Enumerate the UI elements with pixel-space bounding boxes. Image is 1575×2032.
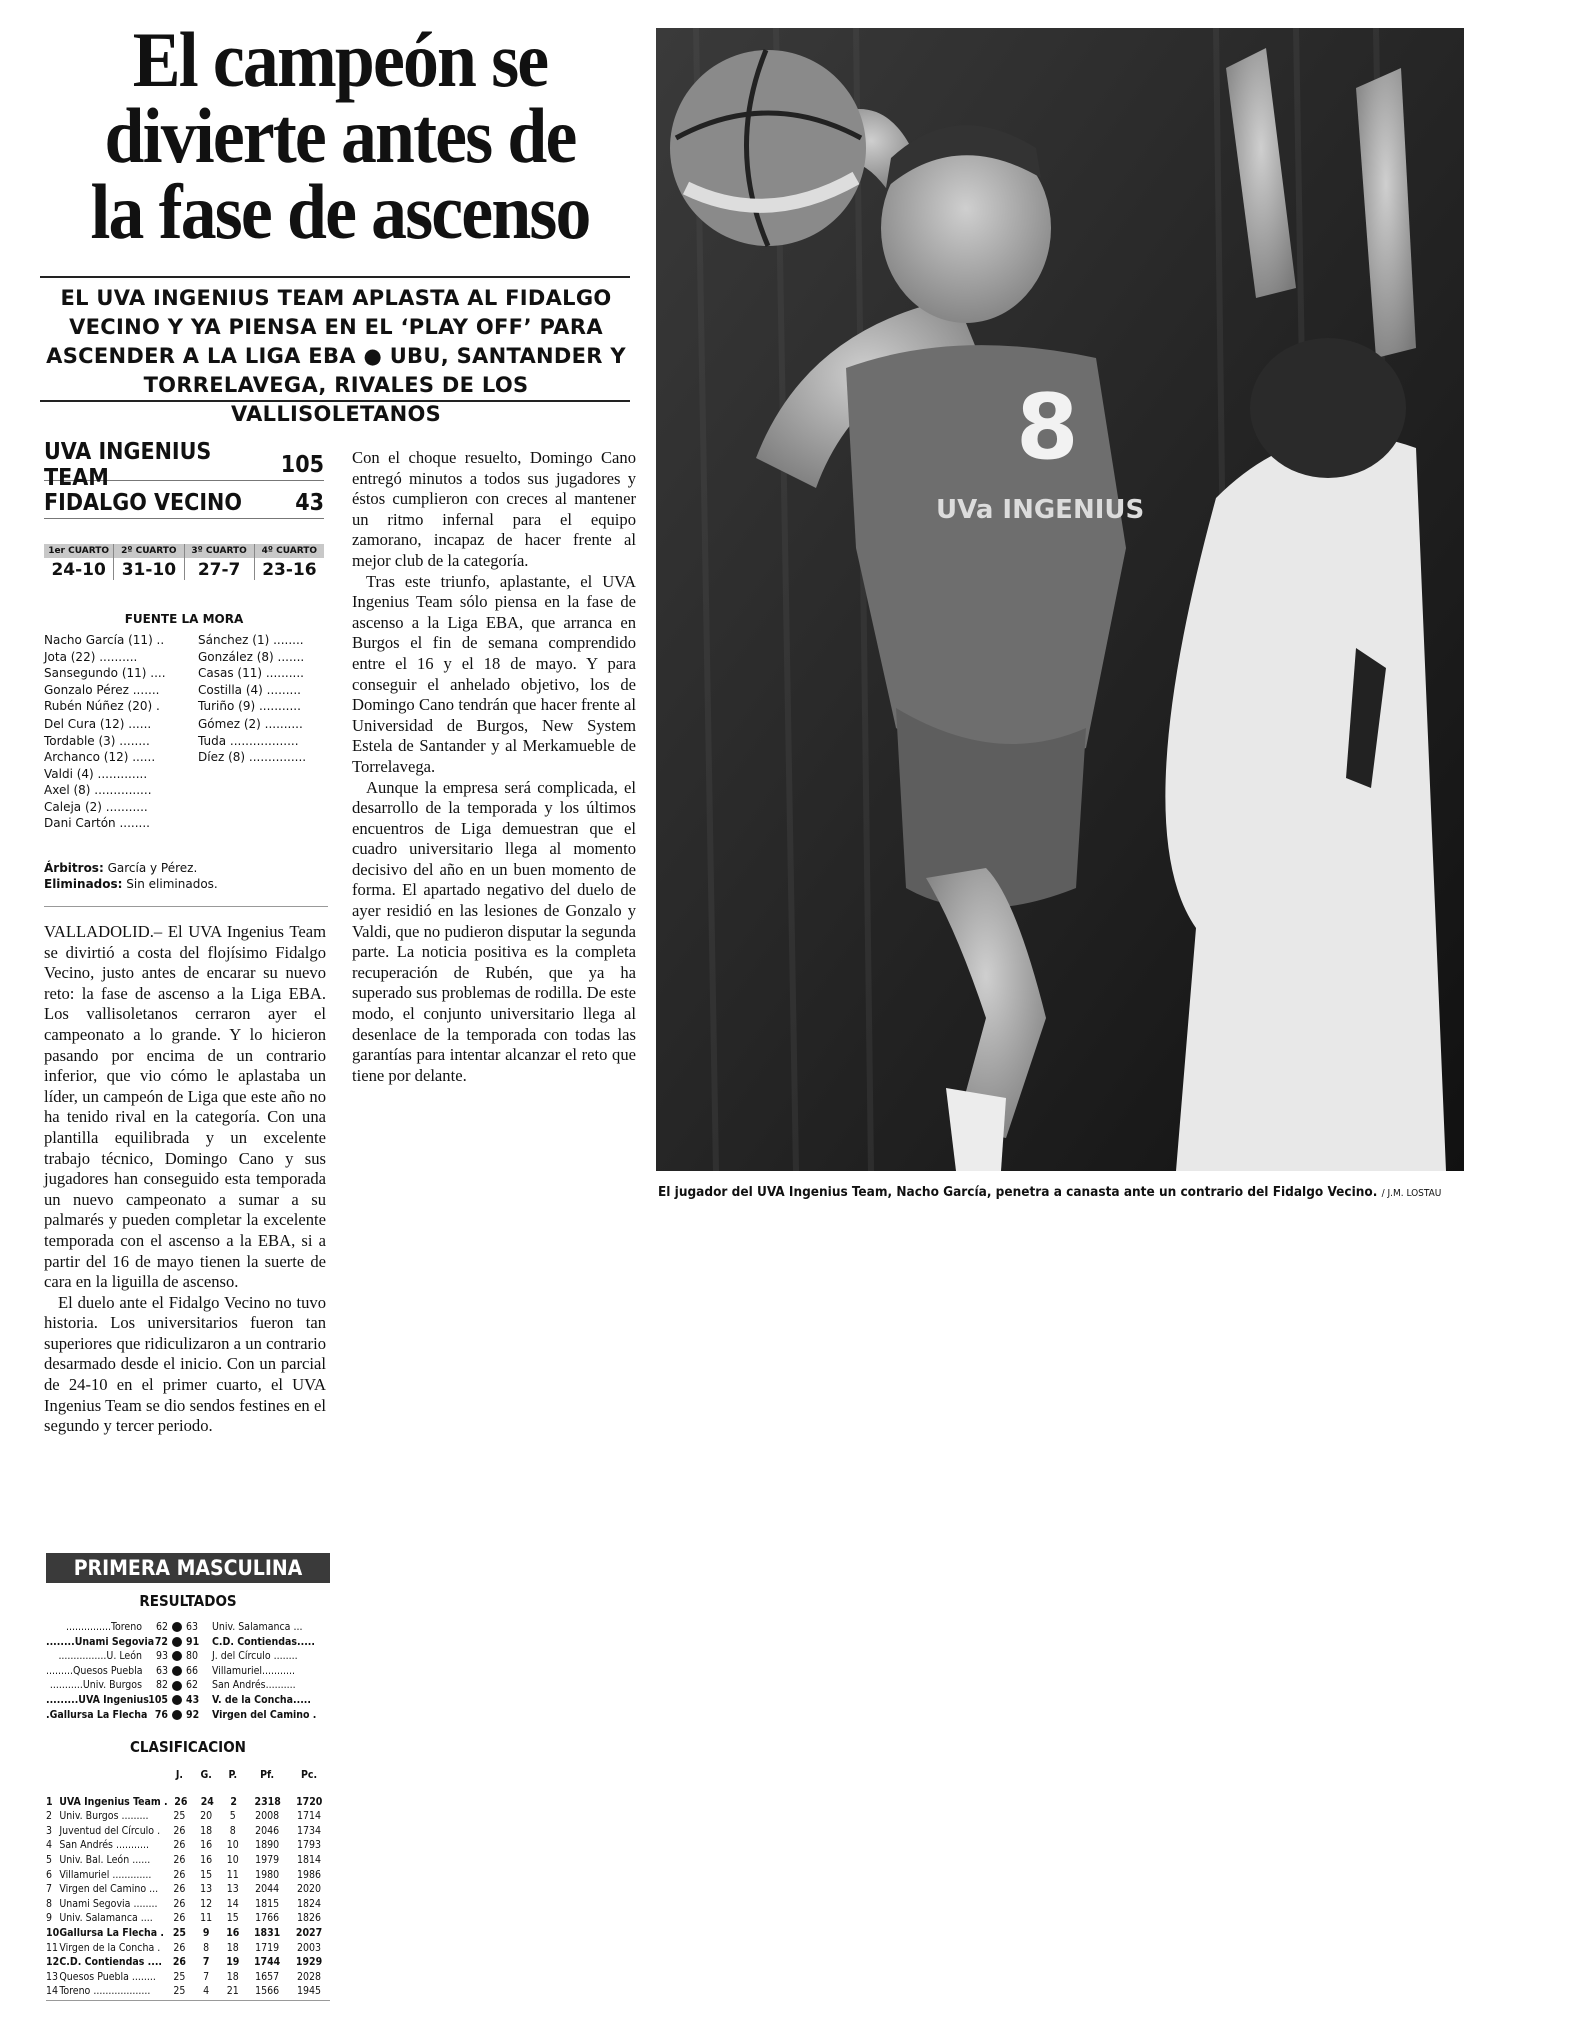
team: Quesos Puebla ........ [59, 1970, 156, 1983]
lost: 13 [226, 1883, 239, 1896]
position: 13 [46, 1970, 59, 1983]
played: 26 [173, 1912, 186, 1925]
quarter-score: 31-10 [121, 560, 177, 580]
points-for: 1657 [255, 1970, 280, 1983]
played: 25 [173, 1970, 186, 1983]
position: 5 [46, 1853, 53, 1866]
bullet-icon [172, 1710, 182, 1720]
home-starters [44, 632, 178, 715]
points-against: 1720 [296, 1795, 323, 1808]
position: 4 [46, 1839, 53, 1852]
quarter-label: 3º CUARTO [185, 544, 254, 558]
divider [40, 276, 630, 278]
lost: 11 [226, 1868, 239, 1881]
away-team: Villamuriel........... [212, 1664, 296, 1677]
points-against: 1734 [297, 1824, 322, 1837]
jersey-number: 8 [1016, 375, 1079, 480]
quarter-label: 1er CUARTO [44, 544, 113, 558]
article-column-2 [352, 448, 636, 1086]
points-for: 1566 [255, 1985, 280, 1998]
quarter-scores [44, 544, 324, 580]
home-team: .Gallursa La Flecha [46, 1708, 148, 1721]
lost: 10 [226, 1839, 239, 1852]
standings-row [46, 1926, 330, 1941]
position: 10 [46, 1926, 60, 1939]
away-team: FIDALGO VECINO [44, 490, 242, 516]
venue: FUENTE LA MORA [124, 612, 244, 626]
standings-row [46, 1795, 330, 1810]
bullet-icon [172, 1651, 182, 1661]
quarter-4 [255, 544, 324, 580]
player: Gómez (2) .......... [198, 717, 303, 731]
team: Univ. Salamanca .... [59, 1912, 153, 1925]
home-team: ...........Univ. Burgos [49, 1679, 142, 1692]
officials [44, 860, 324, 892]
position: 12 [46, 1956, 60, 1969]
won: 12 [200, 1897, 213, 1910]
headline-line-2: divierte antes de [104, 92, 576, 179]
points-against: 1929 [295, 1956, 323, 1969]
article-column-1 [44, 922, 326, 1437]
team: UVA Ingenius Team . [59, 1795, 168, 1808]
home-score: 105 [280, 452, 324, 478]
quarter-3 [185, 544, 255, 580]
won: 9 [202, 1926, 210, 1939]
away-bench [198, 716, 328, 766]
standings-row [46, 1984, 330, 1999]
played: 26 [173, 1824, 186, 1837]
won: 16 [200, 1839, 213, 1852]
won: 7 [202, 1956, 210, 1969]
player: Tuda .................. [198, 733, 299, 748]
standings-row [46, 1824, 330, 1839]
article-paragraph: Tras este triunfo, aplastante, el UVA Ingenius Team sólo piensa en la fase de ascenso a la Liga EBA, que arranca en Burgos el fin de semana comprendido entre el 16 y el 18 de mayo. Y para conseguir el anhelado objetivo, los de Domingo Cano tendrán que hacer frente al Universidad de Burgos, New System Estela de Santander y al Merkamueble de Torrelavega. [352, 571, 636, 776]
standings-row [46, 1955, 330, 1970]
home-bench [44, 716, 178, 832]
played: 26 [173, 1868, 186, 1881]
player: Nacho García (11) .. [44, 633, 165, 647]
away-score: 80 [186, 1650, 199, 1663]
standings-row [46, 1853, 330, 1868]
points-against: 2003 [297, 1941, 322, 1954]
won: 8 [203, 1941, 210, 1954]
basketball-icon [670, 50, 866, 246]
player: Díez (8) ............... [198, 750, 307, 764]
points-for: 1980 [255, 1868, 280, 1881]
home-score: 82 [155, 1679, 168, 1692]
home-score: 62 [155, 1621, 168, 1633]
subheadline-part-2: UBU, SANTANDER Y TORRELAVEGA, RIVALES DE LOS VALLISOLETANOS [143, 344, 626, 426]
article-paragraph: Aunque la empresa será complicada, el desarrollo de la temporada y los últimos encuentros de Liga demuestran que el cuadro universitario llega al momento decisivo del año en un buen momento de forma. El apartado negativo del duelo de ayer residió en las lesiones de Gonzalo y Valdi, que no pudieron disputar la segunda parte. La noticia positiva es la completa recuperación de Rubén, que ya ha superado sus problemas de rodilla. De este modo, el conjunto universitario llega al desenlace de la temporada con todas las garantías para intentar alcanzar el reto que tiene por delante. [352, 777, 636, 1085]
points-against: 1824 [297, 1897, 322, 1910]
headline [64, 16, 616, 255]
points-against: 1945 [297, 1985, 322, 1998]
lost: 5 [229, 1810, 236, 1823]
won: 4 [203, 1985, 210, 1998]
quarter-2 [114, 544, 184, 580]
standings-row [46, 1838, 330, 1853]
quarter-score: 27-7 [197, 560, 241, 580]
bullet-icon [172, 1695, 182, 1705]
away-score: 43 [295, 490, 324, 516]
player: Axel (8) ............... [44, 783, 152, 797]
points-against: 1826 [297, 1912, 322, 1925]
article-paragraph: Con el choque resuelto, Domingo Cano entregó minutos a todos sus jugadores y éstos cumplieron con creces al mantener un ritmo infernal para el equipo zamorano, incapaz de hacer frente al mejor club de la categoría. [352, 448, 636, 570]
standings-row [46, 1882, 330, 1897]
away-team: V. de la Concha..... [212, 1693, 311, 1706]
played: 25 [173, 1985, 186, 1998]
played: 26 [173, 1839, 186, 1852]
quarter-score: 24-10 [51, 560, 106, 580]
quarter-1 [44, 544, 114, 580]
position: 7 [46, 1883, 53, 1896]
played: 26 [174, 1795, 188, 1808]
bullet-icon [172, 1666, 182, 1676]
position: 14 [46, 1985, 59, 1998]
played: 26 [173, 1853, 186, 1866]
headline-line-1: El campeón se [132, 16, 548, 103]
lost: 14 [226, 1897, 239, 1910]
jersey-text: UVa INGENIUS [936, 495, 1145, 525]
result-row [46, 1678, 330, 1693]
position: 3 [46, 1824, 53, 1837]
away-team: San Andrés.......... [212, 1679, 296, 1692]
away-score: 43 [186, 1693, 200, 1706]
team: Univ. Bal. León ...... [59, 1853, 151, 1866]
standings-row [46, 1911, 330, 1926]
divider [40, 400, 630, 402]
col-header: G. [200, 1769, 212, 1781]
team: Villamuriel ............. [59, 1868, 152, 1881]
referees: García y Pérez. [107, 861, 198, 875]
player: Caleja (2) ........... [44, 799, 148, 814]
result-row [46, 1649, 330, 1664]
lost: 16 [226, 1926, 240, 1939]
col-header: Pf. [260, 1769, 275, 1781]
ejected-label: Eliminados: [44, 877, 123, 891]
col-header: Pc. [300, 1769, 318, 1781]
subheadline [44, 284, 628, 429]
team: San Andrés ........... [59, 1839, 149, 1852]
away-score: 66 [186, 1664, 199, 1677]
lost: 2 [230, 1795, 237, 1808]
points-against: 2020 [297, 1883, 322, 1896]
referees-label: Árbitros: [44, 861, 104, 875]
home-team: ................U. León [58, 1650, 142, 1663]
score-row-home [44, 439, 324, 491]
standings-row [46, 1970, 330, 1985]
subheadline-part-1: EL UVA INGENIUS TEAM APLASTA AL FIDALGO VECINO Y YA PIENSA EN EL ‘PLAY OFF’ PARA ASCENDER A LA LIGA EBA [46, 286, 612, 368]
photo-caption [658, 1184, 1518, 1200]
standings-title: CLASIFICACION [130, 1738, 246, 1756]
points-for: 1890 [255, 1839, 280, 1852]
team: C.D. Contiendas .... [59, 1956, 163, 1969]
points-for: 1766 [255, 1912, 280, 1925]
played: 26 [172, 1956, 186, 1969]
results-title: RESULTADOS [139, 1592, 237, 1610]
ejected: Sin eliminados. [126, 877, 218, 891]
result-row [46, 1708, 330, 1723]
player: Casas (11) .......... [198, 666, 304, 680]
player: Sansegundo (11) .... [44, 666, 166, 680]
player: Dani Cartón ........ [44, 816, 150, 830]
position: 6 [46, 1868, 53, 1881]
caption-text: El jugador del UVA Ingenius Team, Nacho García, penetra a canasta ante un contrario del Fidalgo Vecino. [658, 1184, 1378, 1200]
news-photo [656, 28, 1464, 1171]
team: Virgen de la Concha . [59, 1941, 161, 1954]
points-against: 1793 [297, 1839, 322, 1852]
divider [46, 2000, 330, 2001]
result-row [46, 1693, 330, 1708]
played: 25 [173, 1810, 186, 1823]
team: Toreno ................... [59, 1985, 151, 1998]
won: 11 [200, 1912, 213, 1925]
league-banner: PRIMERA MASCULINA [46, 1553, 330, 1583]
player: Sánchez (1) ........ [198, 633, 304, 647]
results-table [46, 1620, 330, 1722]
player: Archanco (12) ...... [44, 750, 156, 764]
won: 20 [200, 1810, 213, 1823]
position: 2 [46, 1810, 53, 1823]
lost: 18 [226, 1970, 239, 1983]
won: 13 [200, 1883, 213, 1896]
points-against: 1714 [297, 1810, 322, 1823]
home-team: ........Unami Segovia [46, 1635, 155, 1648]
played: 25 [172, 1926, 186, 1939]
won: 16 [200, 1853, 213, 1866]
divider [44, 906, 328, 907]
bullet-icon: ● [363, 344, 383, 368]
home-score: 93 [155, 1650, 168, 1663]
home-team: UVA INGENIUS TEAM [44, 439, 212, 491]
bullet-icon [172, 1681, 182, 1691]
points-against: 2028 [297, 1970, 322, 1983]
position: 11 [46, 1941, 59, 1954]
lost: 18 [226, 1941, 239, 1954]
player: Valdi (4) ............. [44, 766, 148, 781]
played: 26 [173, 1941, 186, 1954]
standings-row [46, 1941, 330, 1956]
bullet-icon [172, 1622, 182, 1632]
away-team: Virgen del Camino . [212, 1708, 317, 1721]
player: Jota (22) .......... [44, 649, 138, 664]
basketball-photo-illustration [656, 28, 1464, 1171]
home-score: 72 [154, 1635, 168, 1648]
bullet-icon [172, 1637, 182, 1647]
played: 26 [173, 1897, 186, 1910]
player: Tordable (3) ........ [44, 733, 150, 748]
won: 15 [200, 1868, 213, 1881]
team: Juventud del Círculo . [59, 1824, 161, 1837]
team: Gallursa La Flecha . [59, 1926, 164, 1939]
standings-row [46, 1809, 330, 1824]
won: 24 [200, 1795, 214, 1808]
points-for: 1979 [255, 1853, 280, 1866]
lost: 19 [226, 1956, 240, 1969]
article-paragraph: VALLADOLID.– El UVA Ingenius Team se divirtió a costa del flojísimo Fidalgo Vecino, justo antes de encarar su nuevo reto: la fase de ascenso a la Liga EBA. Los vallisoletanos cerraron ayer el campeonato a lo grande. Y lo hicieron pasando por encima de un contrario inferior, que vio cómo le aplastaba un líder, un campeón de Liga que este año no ha tenido rival en la categoría. Con una plantilla equilibrada y un excelente trabajo técnico, Domingo Cano y sus jugadores han conseguido esta temporada un nuevo campeonato a sumar a su palmarés y pueden completar la excelente temporada con el ascenso a la EBA, si a partir del 16 de mayo tienen la suerte de cara en la liguilla de ascenso. [44, 922, 326, 1292]
player: Turiño (9) ........... [198, 699, 301, 713]
standings-row [46, 1897, 330, 1912]
position: 1 [46, 1795, 53, 1808]
away-team: C.D. Contiendas..... [212, 1635, 315, 1648]
player: Gonzalo Pérez ....... [44, 682, 160, 697]
away-team: Univ. Salamanca ... [212, 1621, 303, 1633]
lost: 8 [229, 1824, 236, 1837]
player: González (8) ....... [198, 649, 305, 664]
result-row [46, 1635, 330, 1650]
won: 18 [200, 1824, 213, 1837]
lost: 10 [226, 1853, 239, 1866]
headline-line-3: la fase de ascenso [90, 168, 590, 255]
points-for: 1815 [255, 1897, 280, 1910]
points-for: 1831 [253, 1926, 281, 1939]
points-for: 2318 [254, 1795, 281, 1808]
points-for: 1719 [255, 1941, 280, 1954]
away-team: J. del Círculo ........ [212, 1650, 298, 1663]
away-starters [198, 632, 328, 715]
points-for: 1744 [253, 1956, 281, 1969]
home-score: 76 [154, 1708, 168, 1721]
points-for: 2008 [255, 1810, 280, 1823]
away-score: 91 [186, 1635, 200, 1648]
quarter-label: 2º CUARTO [114, 544, 183, 558]
player: Del Cura (12) ...... [44, 717, 152, 731]
quarter-score: 23-16 [262, 560, 317, 580]
quarter-label: 4º CUARTO [255, 544, 324, 558]
player: Costilla (4) ......... [198, 682, 301, 697]
points-for: 2046 [255, 1824, 280, 1837]
team: Unami Segovia ........ [59, 1897, 158, 1910]
standings-table [46, 1768, 330, 1999]
played: 26 [173, 1883, 186, 1896]
home-score: 63 [155, 1664, 168, 1677]
points-for: 2044 [255, 1883, 280, 1896]
points-against: 1814 [297, 1853, 322, 1866]
home-team: .........Quesos Puebla [46, 1664, 143, 1677]
standings-row [46, 1868, 330, 1883]
home-team: ...............Toreno [66, 1621, 142, 1633]
position: 9 [46, 1912, 53, 1925]
score-row-away [44, 488, 324, 519]
position: 8 [46, 1897, 53, 1910]
lost: 15 [226, 1912, 239, 1925]
col-header: J. [175, 1769, 183, 1781]
photo-credit: / J.M. LOSTAU [1381, 1188, 1442, 1199]
won: 7 [203, 1970, 210, 1983]
result-row [46, 1664, 330, 1679]
away-score: 63 [186, 1621, 199, 1633]
lost: 21 [226, 1985, 239, 1998]
article-paragraph: El duelo ante el Fidalgo Vecino no tuvo historia. Los universitarios fueron tan superiores que ridiculizaron a un contrario desarmado desde el inicio. Con un parcial de 24-10 en el primer cuarto, el UVA Ingenius Team se dio sendos festines en el segundo y tercer periodo. [44, 1292, 326, 1436]
team: Virgen del Camino ... [59, 1883, 159, 1896]
home-score: 105 [148, 1693, 168, 1706]
away-score: 62 [186, 1679, 199, 1692]
team: Univ. Burgos ......... [59, 1810, 149, 1823]
away-score: 92 [186, 1708, 200, 1721]
player: Rubén Núñez (20) . [44, 699, 160, 713]
points-against: 1986 [297, 1868, 322, 1881]
col-header: P. [228, 1769, 238, 1781]
standings-header [46, 1768, 330, 1783]
home-team: .........UVA Ingenius [46, 1693, 149, 1706]
points-against: 2027 [295, 1926, 323, 1939]
result-row [46, 1620, 330, 1635]
